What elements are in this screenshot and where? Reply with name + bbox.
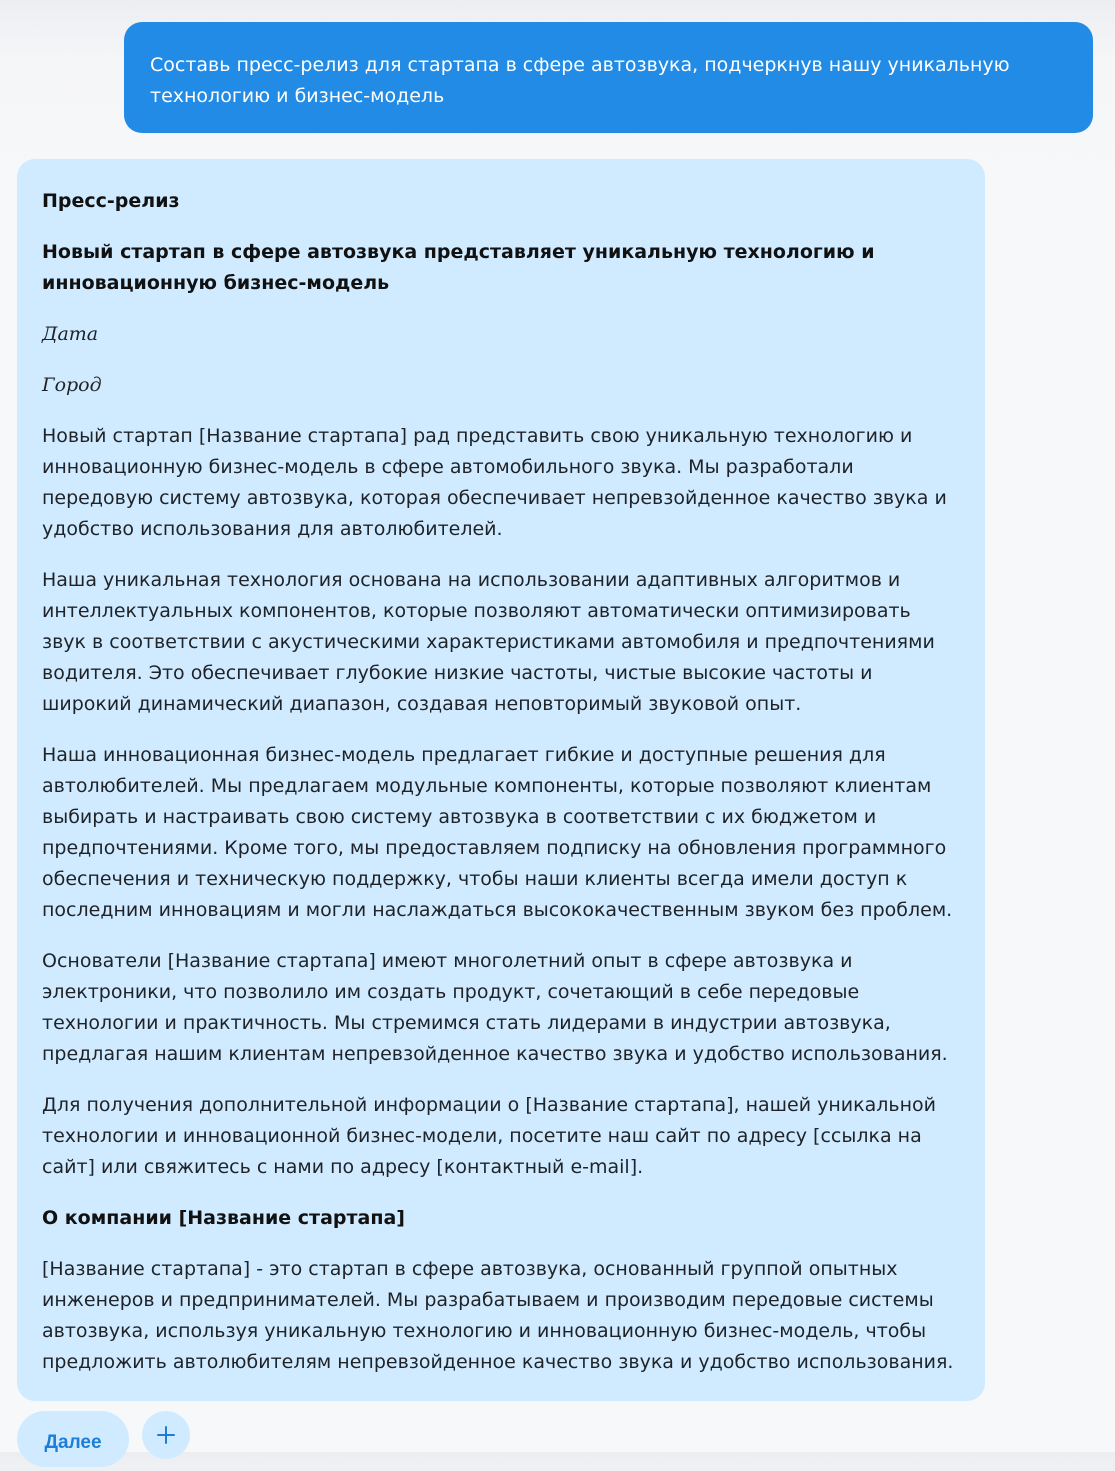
press-release-paragraph-3: Наша инновационная бизнес-модель предлагает гибкие и доступные решения для автолюбителей. Мы предлагаем модульные компоненты, которые позволяют клиентам выбирать и настраивать свою систему автозвука в соответствии с их бюджетом и предпочтениями. Кроме того, мы предоставляем подписку на обновления программного обеспечения и техническую поддержку, чтобы наши клиенты всегда имели доступ к последним инновациям и могли наслаждаться высококачественным звуком без проблем.	[42, 744, 953, 921]
press-release-heading: Пресс-релиз	[42, 190, 180, 212]
press-release-subheading: Новый стартап в сфере автозвука представляет уникальную технологию и инновационную бизнес-модель	[42, 241, 875, 294]
press-release-paragraph-1: Новый стартап [Название стартапа] рад представить свою уникальную технологию и инновационную бизнес-модель в сфере автомобильного звука. Мы разработали передовую систему автозвука, которая обеспечивает непревзойденное качество звука и удобство использования для автолюбителей.	[42, 425, 947, 540]
about-company-heading: О компании [Название стартапа]	[42, 1207, 405, 1229]
user-message-text: Составь пресс-релиз для стартапа в сфере автозвука, подчеркнув нашу уникальную технологию и бизнес-модель	[150, 54, 1010, 107]
user-message-bubble	[124, 22, 1093, 133]
assistant-message-bubble	[17, 159, 985, 1401]
plus-icon	[157, 1426, 175, 1444]
press-release-paragraph-4: Основатели [Название стартапа] имеют многолетний опыт в сфере автозвука и электроники, что позволило им создать продукт, сочетающий в себе передовые технологии и практичность. Мы стремимся стать лидерами в индустрии автозвука, предлагая нашим клиентам непревзойденное качество звука и удобство использования.	[42, 950, 948, 1065]
press-release-paragraph-5: Для получения дополнительной информации о [Название стартапа], нашей уникальной технологии и инновационной бизнес-модели, посетите наш сайт по адресу [ссылка на сайт] или свяжитесь с нами по адресу [контактный e-mail].	[42, 1094, 936, 1178]
press-release-paragraph-2: Наша уникальная технология основана на использовании адаптивных алгоритмов и интеллектуальных компонентов, которые позволяют автоматически оптимизировать звук в соответствии с акустическими характеристиками автомобиля и предпочтениями водителя. Это обеспечивает глубокие низкие частоты, чистые высокие частоты и широкий динамический диапазон, создавая неповторимый звуковой опыт.	[42, 569, 935, 715]
press-release-date: Дата	[42, 323, 99, 345]
press-release-city: Город	[42, 374, 102, 396]
about-company-text: [Название стартапа] - это стартап в сфере автозвука, основанный группой опытных инженеров и предпринимателей. Мы разрабатываем и производим передовые системы автозвука, используя уникальную технологию и инновационную бизнес-модель, чтобы предложить автолюбителям непревзойденное качество звука и удобство использования.	[42, 1258, 954, 1373]
next-button[interactable]: Далее	[17, 1411, 129, 1467]
